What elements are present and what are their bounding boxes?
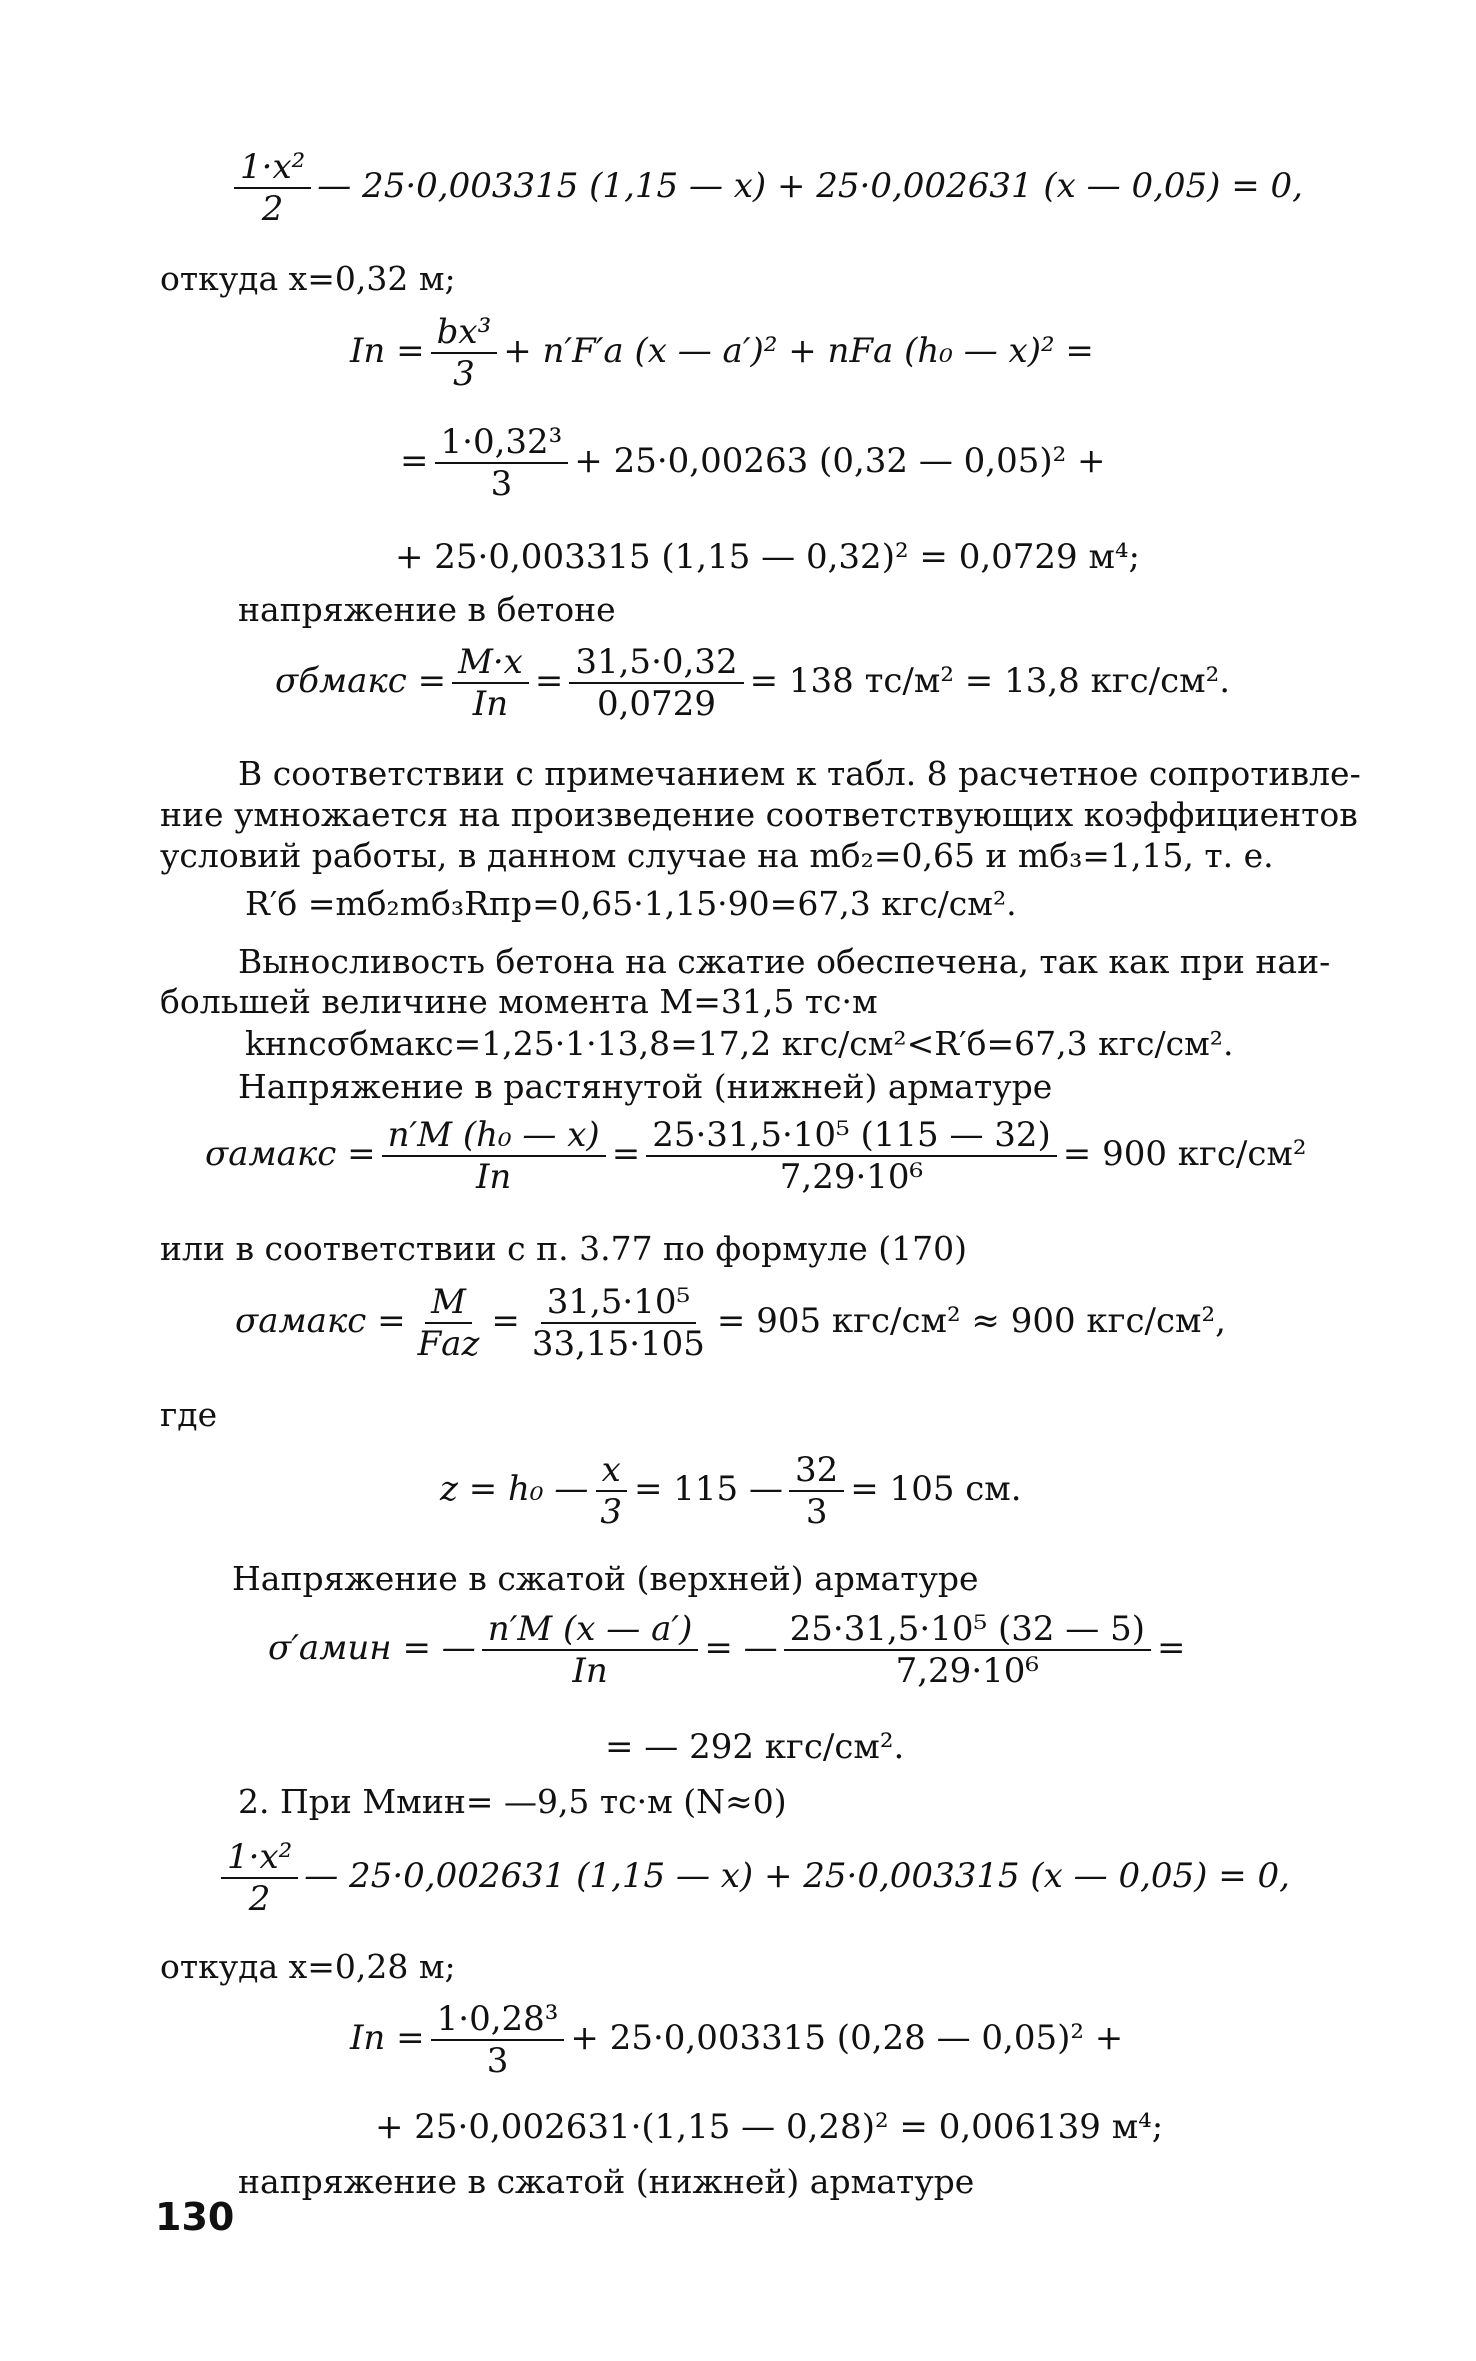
text-line: 2. При Mмин= —9,5 тс·м (N≈0) <box>238 1782 787 1821</box>
text-line: Выносливость бетона на сжатие обеспечена, так как при наи- <box>238 942 1331 981</box>
fraction: $\frac{\text{n′M (h₀ — x)}}{Iп}$ <box>382 1118 606 1194</box>
text-line: В соответствии с примечанием к табл. 8 расчетное сопротивле- <box>238 754 1361 793</box>
fraction: $\frac{n'M (x — a')}{Iп}$ <box>482 1612 699 1688</box>
text-line: напряжение в сжатой (нижней) арматуре <box>238 2162 975 2201</box>
equation-10: = — 292 кгс/см². <box>605 1727 905 1767</box>
equation-12: Iп = $\frac{\text{1·0,28³}}{3}$ + 25·0,003315 (0,28 — 0,05)² + <box>350 1999 1124 2081</box>
fraction: $\frac{\text{25·31,5·10⁵ (115 — 32)}}{\text{7,29·10⁶}}$ <box>646 1118 1057 1194</box>
equation-4: + 25·0,003315 (1,15 — 0,32)² = 0,0729 м⁴; <box>395 537 1140 577</box>
equation-8: z = h₀ — $\frac{x}{3}$ = 115 — $\frac{32}{3}$ = 105 см. <box>440 1450 1022 1532</box>
equation-7: σамакс = $\frac{M}{\text{Fаz}}$ = $\frac{\text{31,5·10⁵}}{33,15\cdot 105}$ = 905 кгс/см² ≈ 900 кгс/см², <box>235 1282 1226 1364</box>
fraction: $\frac{\text{25·31,5·10⁵ (32 — 5)}}{\text{7,29·10⁶}}$ <box>784 1612 1151 1688</box>
text-line: или в соответствии с п. 3.77 по формуле (170) <box>160 1229 968 1268</box>
equation-2: Iп = $\frac{\text{bx³}}{3}$ + n′F′а (x — a′)² + nFа (h₀ — x)² = <box>350 312 1094 394</box>
fraction: $\frac{M\cdot x}{Iп}$ <box>452 645 529 721</box>
fraction: $\frac{\text{1·0,28³}}{3}$ <box>431 2002 565 2078</box>
fraction: $\frac{32}{3}$ <box>789 1453 844 1529</box>
fraction: $\frac{\text{1·x²}}{2}$ <box>221 1840 298 1916</box>
fraction: $\frac{\text{1·x²}}{2}$ <box>234 150 311 226</box>
fraction: $\frac{\text{bx³}}{3}$ <box>431 315 498 391</box>
equation-1: $\frac{\text{1·x²}}{2}$ — 25·0,003315 (1,15 — x) + 25·0,002631 (x — 0,05) = 0, <box>228 150 1303 226</box>
text-line: где <box>160 1395 218 1434</box>
text-line: Напряжение в сжатой (верхней) арматуре <box>232 1559 979 1598</box>
fraction: $\frac{x}{3}$ <box>594 1453 628 1529</box>
fraction: $\frac{31,5\cdot 0,32}{0,0729}$ <box>569 645 743 721</box>
text-line: откуда x=0,28 м; <box>160 1947 456 1986</box>
text-line: откуда x=0,32 м; <box>160 259 456 298</box>
text-line: большей величине момента M=31,5 тс·м <box>160 982 878 1021</box>
fraction: $\frac{\text{31,5·10⁵}}{33,15\cdot 105}$ <box>531 1282 705 1364</box>
equation-5: σбмакс = $\frac{M\cdot x}{Iп}$ = $\frac{31,5\cdot 0,32}{0,0729}$ = 138 тс/м² = 13,8 кгс/см². <box>275 642 1231 724</box>
equation-9: σ′амин = — $\frac{n'M (x — a')}{Iп}$ = — $\frac{\text{25·31,5·10⁵ (32 — 5)}}{\text{7,29·10⁶}}$ = <box>268 1609 1186 1691</box>
fraction: $\frac{M}{\text{Fаz}}$ <box>417 1282 480 1364</box>
text-line: kнncσбмакс=1,25·1·13,8=17,2 кгс/см²<R′б=67,3 кгс/см². <box>245 1024 1234 1063</box>
equation-3: = $\frac{\text{1·0,32³}}{3}$ + 25·0,00263 (0,32 — 0,05)² + <box>400 422 1106 504</box>
text-line: напряжение в бетоне <box>238 590 616 629</box>
fraction: $\frac{\text{1·0,32³}}{3}$ <box>435 425 569 501</box>
equation-6: σамакс = $\frac{\text{n′M (h₀ — x)}}{Iп}$ = $\frac{\text{25·31,5·10⁵ (115 — 32)}}{\text{7,29·10⁶}}$ = 900 кгс/см² <box>205 1115 1307 1197</box>
text-line: Напряжение в растянутой (нижней) арматуре <box>238 1067 1053 1106</box>
text-line: R′б =mб₂mб₃Rпр=0,65·1,15·90=67,3 кгс/см². <box>245 884 1017 923</box>
equation-13: + 25·0,002631·(1,15 — 0,28)² = 0,006139 м⁴; <box>375 2107 1164 2147</box>
equation-11: $\frac{\text{1·x²}}{2}$ — 25·0,002631 (1,15 — x) + 25·0,003315 (x — 0,05) = 0, <box>215 1840 1290 1916</box>
page-number: 130 <box>155 2195 235 2239</box>
text-line: ние умножается на произведение соответствующих коэффициентов <box>160 795 1358 834</box>
text-line: условий работы, в данном случае на mб₂=0,65 и mб₃=1,15, т. е. <box>160 836 1274 875</box>
